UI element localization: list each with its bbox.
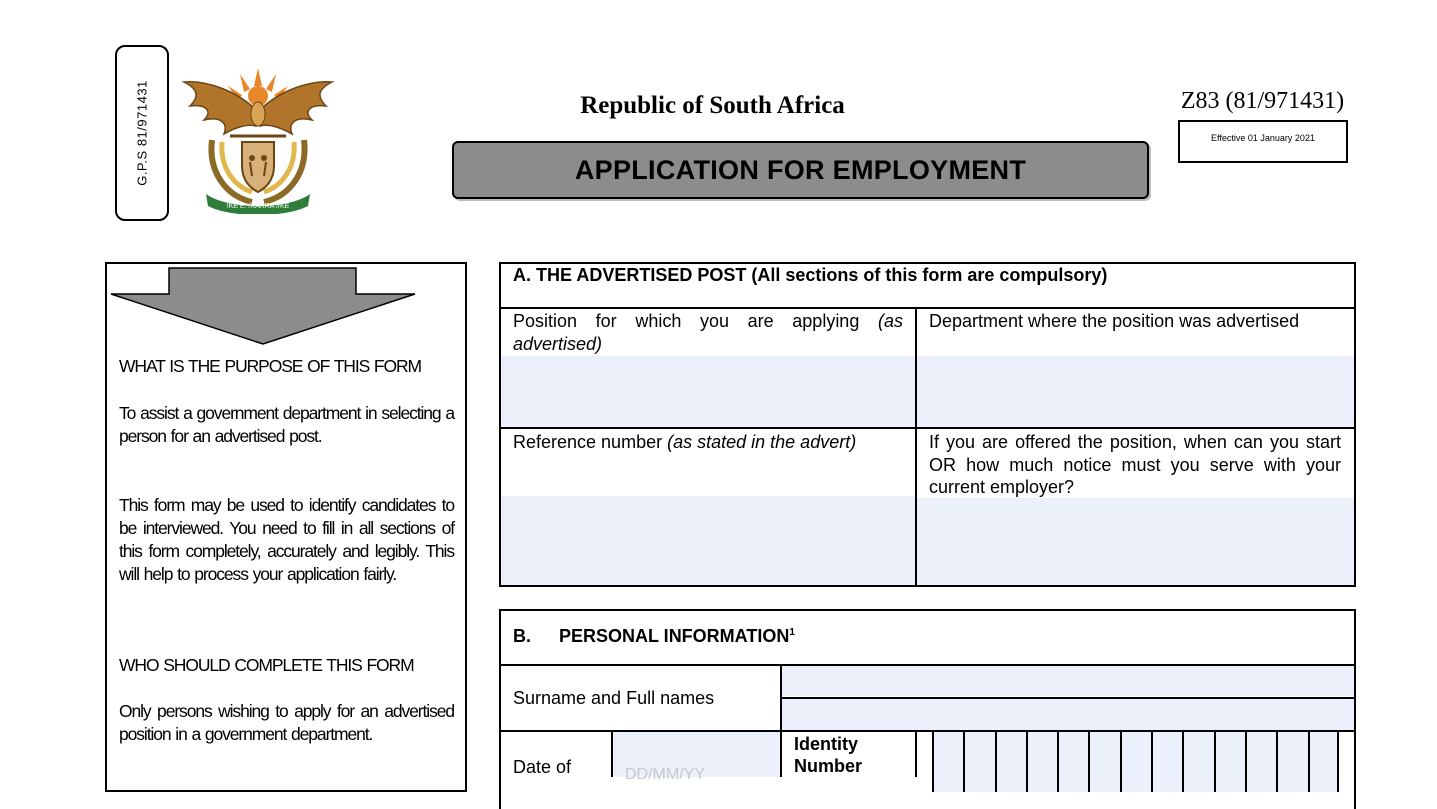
id-digit-cell[interactable] — [1026, 732, 1057, 792]
divider — [915, 730, 917, 777]
identity-number-input[interactable] — [932, 732, 1339, 792]
form-code: Z83 (81/971431) — [1180, 88, 1345, 114]
position-label: Position for which you are applying (as advertised) — [513, 311, 903, 354]
start-date-input[interactable] — [917, 498, 1354, 585]
coat-of-arms-logo — [178, 62, 338, 214]
section-b-heading: B. PERSONAL INFORMATION$^1$ — [513, 626, 795, 646]
effective-date-box — [1178, 120, 1348, 163]
effective-date: Effective 01 January 2021 — [1211, 133, 1315, 143]
down-arrow-icon — [110, 266, 416, 346]
date-of-birth-label: Date of — [513, 757, 572, 777]
purpose-heading: WHAT IS THE PURPOSE OF THIS FORM — [119, 356, 422, 376]
reference-label: Reference number (as stated in the advert) — [513, 432, 857, 452]
id-digit-cell[interactable] — [963, 732, 994, 792]
id-digit-cell[interactable] — [932, 732, 963, 792]
id-digit-cell[interactable] — [1120, 732, 1151, 792]
position-input[interactable] — [501, 356, 915, 427]
usage-text: This form may be used to identify candidates to be interviewed. You need to fill in all sections of this form completely, accurately and legibly. This will help to process your application fairly. — [119, 495, 454, 584]
date-of-birth-input[interactable] — [613, 732, 780, 783]
surname-input[interactable] — [782, 666, 1354, 696]
who-text: Only persons wishing to apply for an advertised position in a government department. — [119, 701, 454, 744]
id-digit-cell[interactable] — [995, 732, 1026, 792]
gps-code: G.P.S 81/971431 — [134, 80, 150, 186]
reference-input[interactable] — [501, 496, 915, 585]
divider — [499, 427, 1356, 429]
department-label: Department where the position was advertised — [929, 311, 1300, 331]
country-title: Republic of South Africa — [580, 92, 845, 119]
who-heading: WHO SHOULD COMPLETE THIS FORM — [119, 655, 414, 675]
coat-motto: !KE E: /XARRA //KE — [226, 203, 290, 210]
surname-label: Surname and Full names — [513, 688, 715, 708]
id-digit-cell[interactable] — [1088, 732, 1119, 792]
id-digit-cell[interactable] — [1151, 732, 1182, 792]
id-digit-cell[interactable] — [1182, 732, 1213, 792]
position-note: (as advertised) — [513, 311, 903, 354]
full-names-input[interactable] — [782, 699, 1354, 730]
gps-code-box — [115, 45, 169, 221]
id-digit-cell[interactable] — [1057, 732, 1088, 792]
reference-note: (as stated in the advert) — [667, 432, 857, 452]
form-title: APPLICATION FOR EMPLOYMENT — [574, 154, 1027, 185]
start-date-label: If you are offered the position, when can you start OR how much notice must you serve with your current employer? — [929, 432, 1341, 497]
divider — [499, 307, 1356, 309]
shield-icon — [242, 142, 274, 192]
section-a-heading: A. THE ADVERTISED POST (All sections of this form are compulsory) — [513, 265, 1108, 285]
identity-number-label: Identity Number — [794, 734, 863, 776]
id-digit-cell[interactable] — [1214, 732, 1245, 792]
form-title-banner — [452, 141, 1149, 199]
department-input[interactable] — [917, 356, 1354, 427]
id-digit-cell[interactable] — [1308, 732, 1339, 792]
footnote-marker: 1 — [789, 627, 795, 638]
id-digit-cell[interactable] — [1245, 732, 1276, 792]
id-digit-cell[interactable] — [1276, 732, 1307, 792]
date-placeholder: DD/MM/YY — [625, 766, 705, 783]
purpose-text: To assist a government department in selecting a person for an advertised post. — [119, 403, 454, 446]
